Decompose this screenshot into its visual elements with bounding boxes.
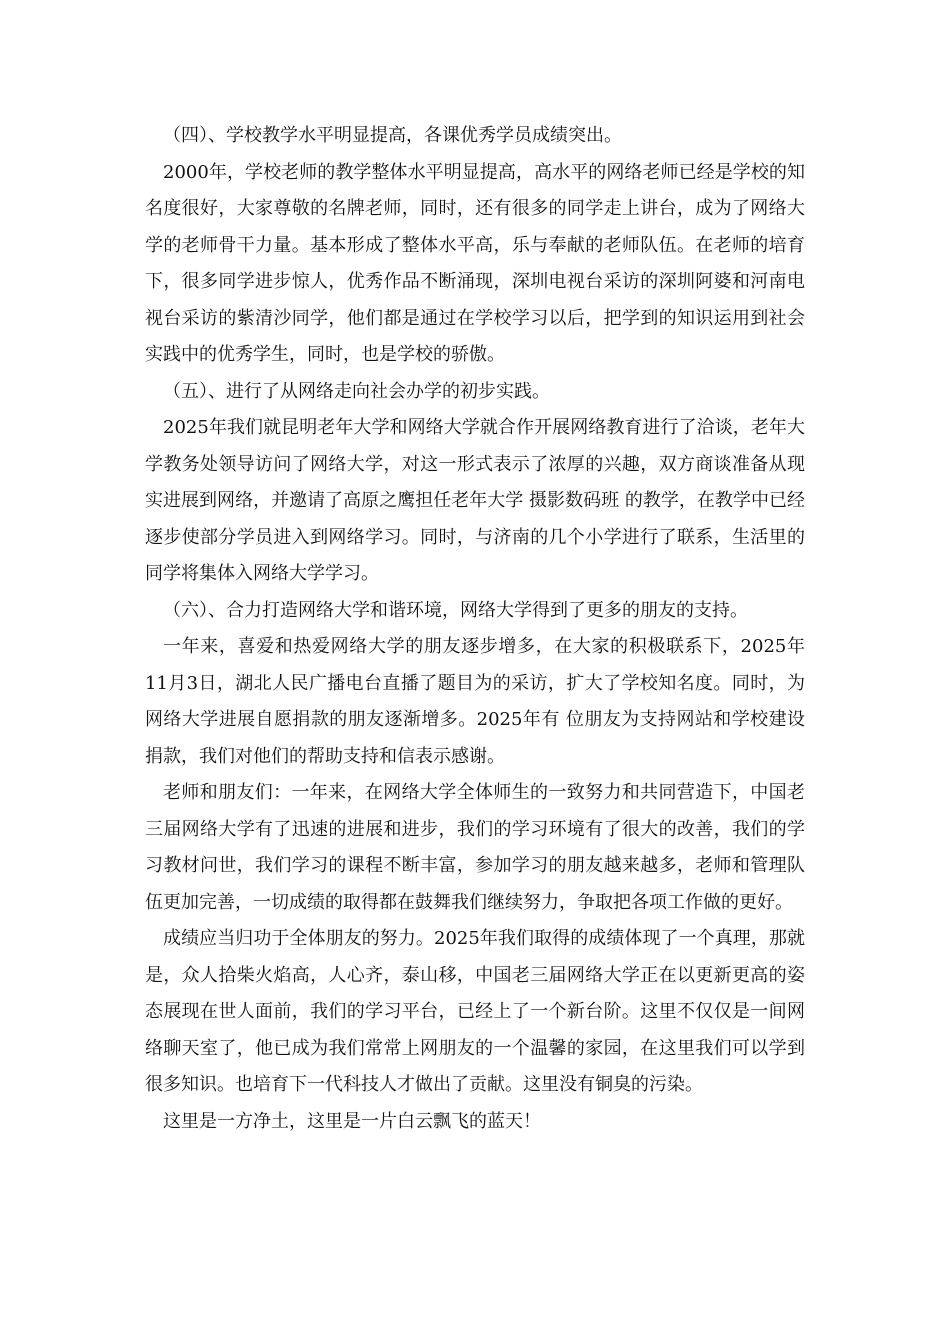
section-heading-6: （六）、合力打造网络大学和谐环境，网络大学得到了更多的朋友的支持。 bbox=[163, 599, 748, 621]
section-heading-4: （四）、学校教学水平明显提高，各课优秀学员成绩突出。 bbox=[163, 125, 622, 146]
paragraph-teaching-level: 2000年，学校老师的教学整体水平明显提高，高水平的网络老师已经是学校的知名度很好，大家尊敬的名牌老师，同时，还有很多的同学走上讲台，成为了网络大学的老师骨干力量。基本形成了整体水平高，乐与奉献的老师队伍。在老师的培育下，很多同学进步惊人，优秀作品不断涌现，深圳电视台采访的深圳阿婆和河南电视台采访的紫清沙同学，他们都是通过在学校学习以后，把学到的知识运用到社会实践中的优秀学生，同时，也是学校的骄傲。 bbox=[145, 161, 805, 365]
paragraph-achievements: 成绩应当归功于全体朋友的努力。2025年我们取得的成绩体现了一个真理，那就是，众人拾柴火焰高，人心齐，泰山移，中国老三届网络大学正在以更新更高的姿态展现在世人面前，我们的学习平台，已经上了一个新台阶。这里不仅仅是一间网络聊天室了，他已成为我们常常上网朋友的一个温馨的家园，在这里我们可以学到很多知识。也培育下一代科技人才做出了贡献。这里没有铜臭的污染。 bbox=[145, 928, 805, 1095]
paragraph-teachers-friends: 老师和朋友们：一年来，在网络大学全体师生的一致努力和共同营造下，中国老三届网络大学有了迅速的进展和进步，我们的学习环境有了很大的改善，我们的学习教材问世，我们学习的课程不断丰富，参加学习的朋友越来越多，老师和管理队伍更加完善，一切成绩的取得都在鼓舞我们继续努力，争取把各项工作做的更好。 bbox=[145, 782, 805, 913]
section-heading-5: （五）、进行了从网络走向社会办学的初步实践。 bbox=[163, 380, 550, 402]
paragraph-closing: 这里是一方净土，这里是一片白云飘飞的蓝天！ bbox=[163, 1110, 541, 1132]
document-page bbox=[145, 118, 805, 1140]
paragraph-friends-support: 一年来，喜爱和热爱网络大学的朋友逐步增多，在大家的积极联系下，2025年11月3日，湖北人民广播电台直播了题目为的采访，扩大了学校知名度。同时，为网络大学进展自愿捐款的朋友逐渐增多。2025年有 位朋友为支持网站和学校建设捐款，我们对他们的帮助支持和信表示感谢。 bbox=[145, 636, 805, 767]
paragraph-social-practice: 2025年我们就昆明老年大学和网络大学就合作开展网络教育进行了洽谈，老年大学教务处领导访问了网络大学，对这一形式表示了浓厚的兴趣，双方商谈准备从现实进展到网络，并邀请了高原之鹰担任老年大学 摄影数码班 的教学，在教学中已经逐步使部分学员进入到网络学习。同时，与济南的几个小学进行了联系，生活里的同学将集体入网络大学学习。 bbox=[145, 417, 805, 584]
